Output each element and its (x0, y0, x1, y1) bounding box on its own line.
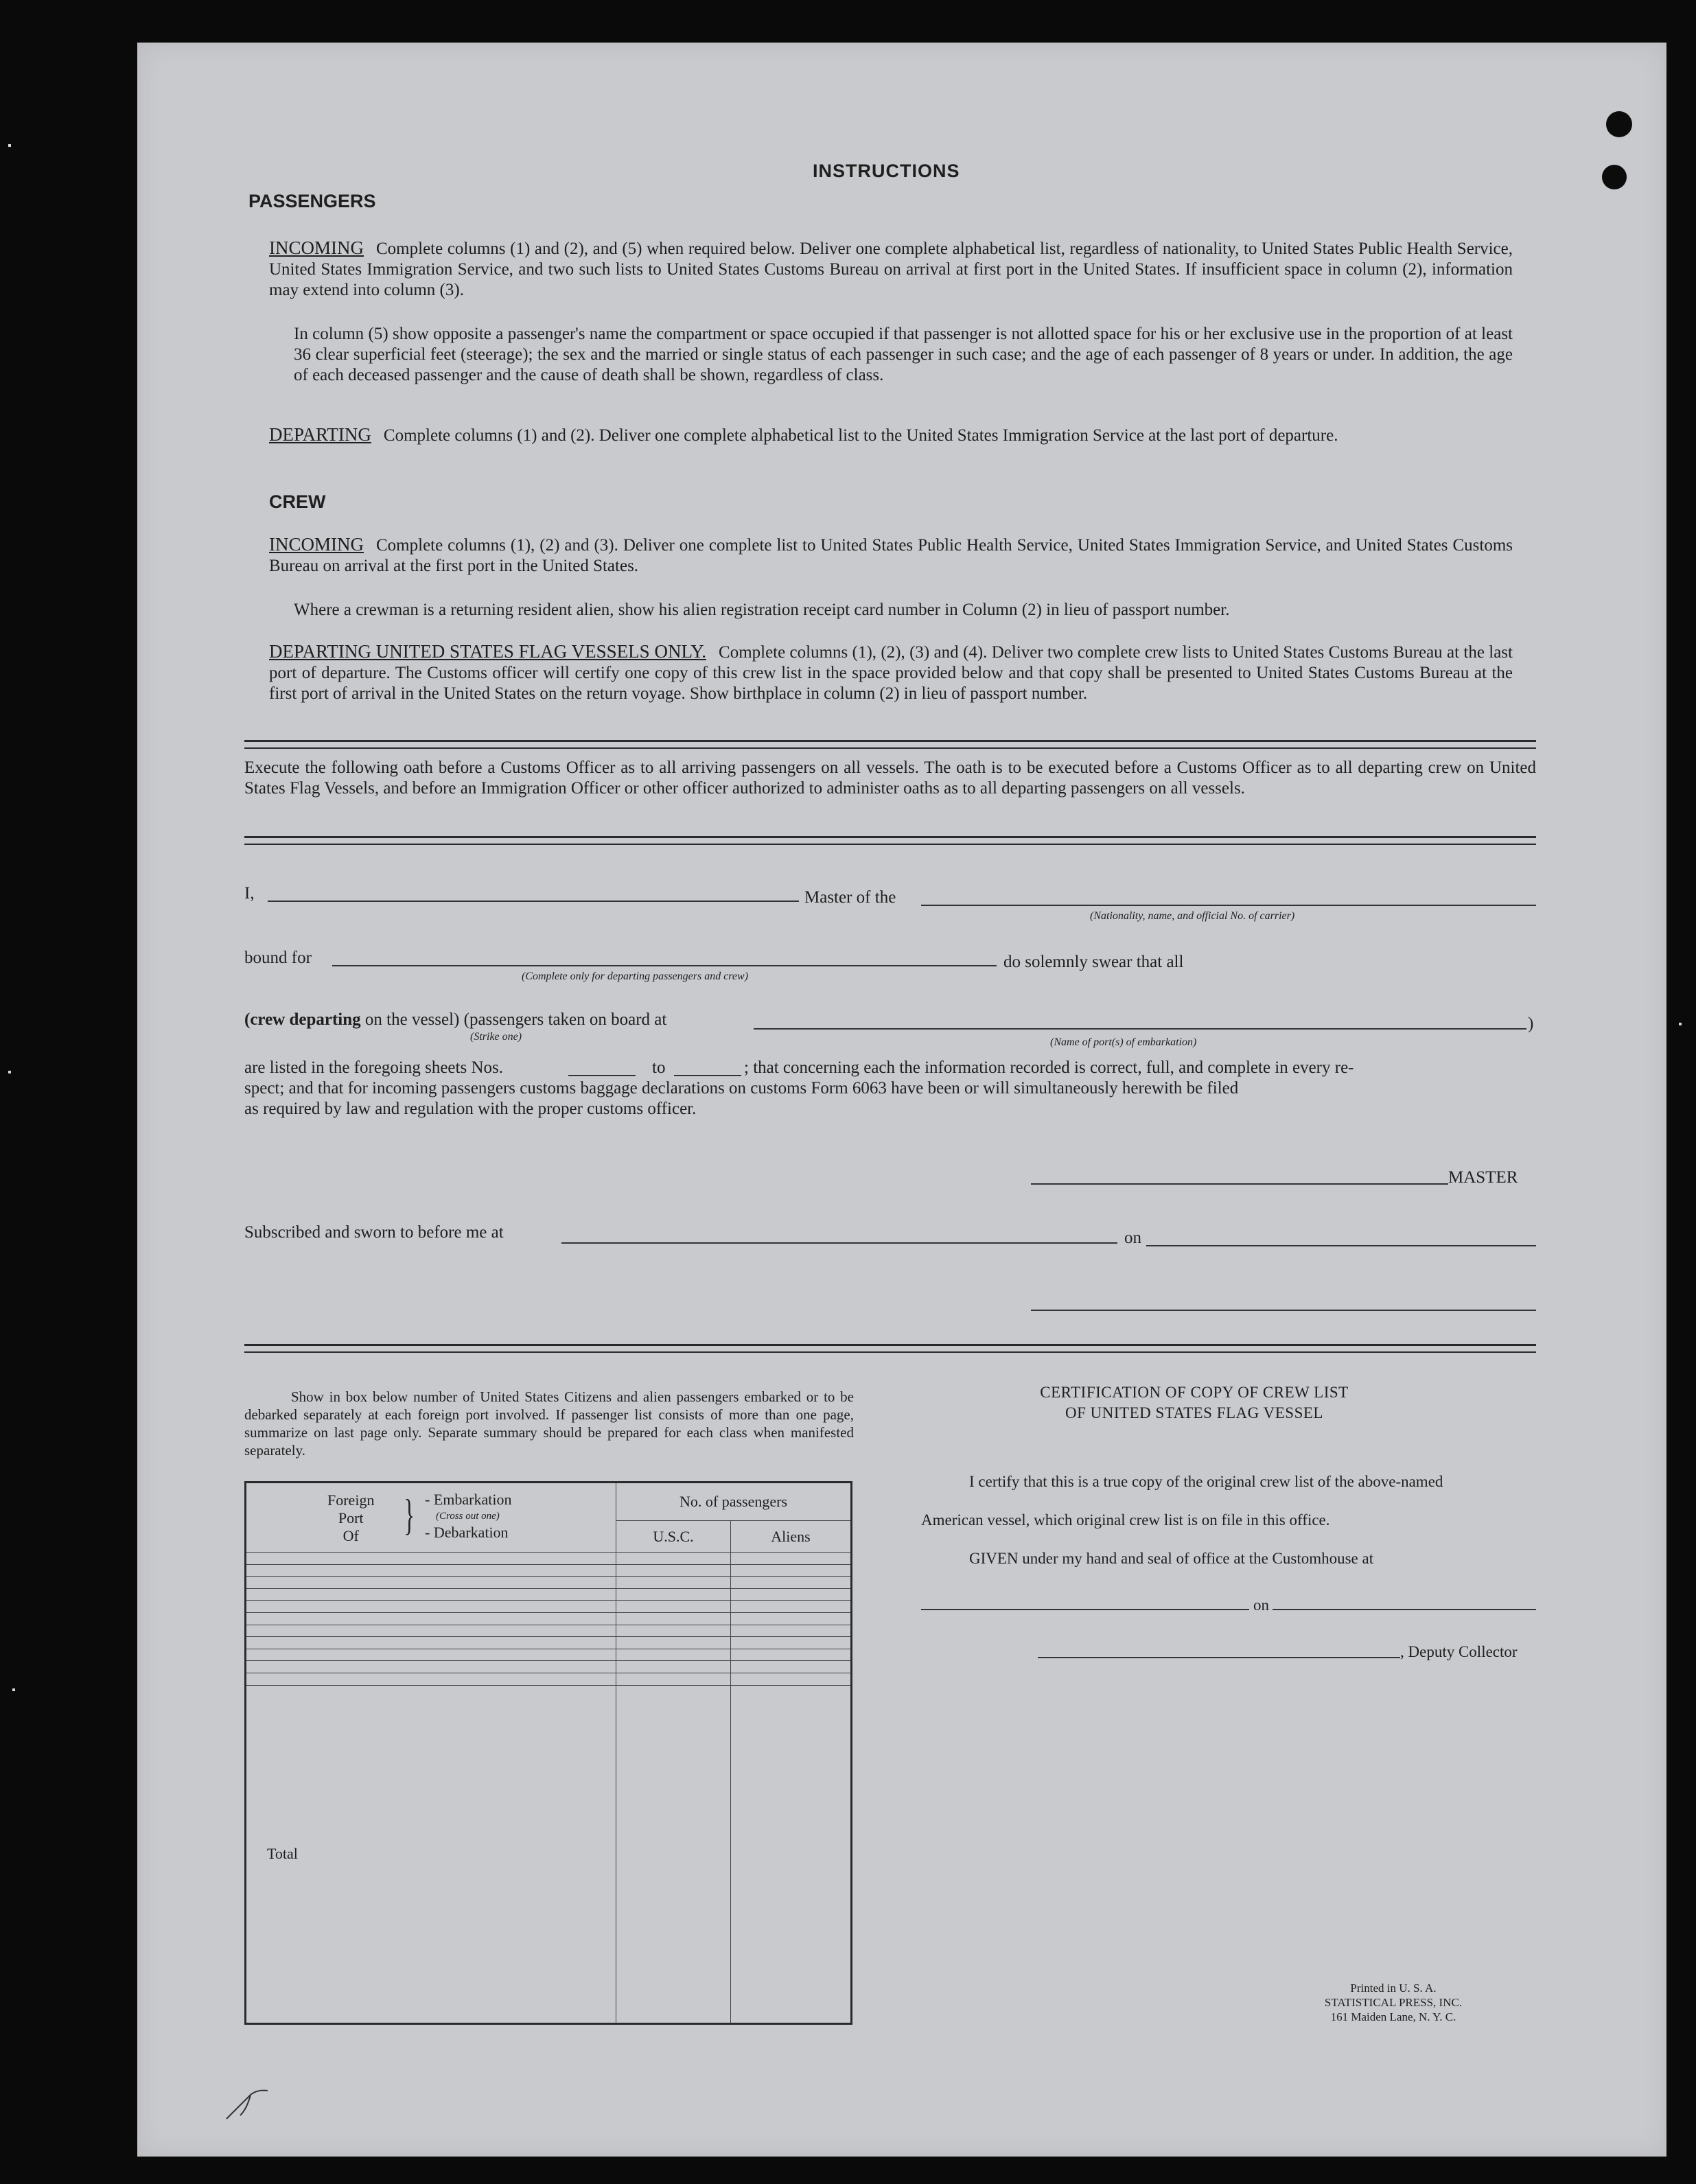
customhouse-line[interactable] (921, 1609, 1249, 1610)
passengers-column5-paragraph: In column (5) show opposite a passenger's name the compartment or space occupied if that passenger is not allotted space for his or her exclusive use in the proportion of at least 36 clear superficial feet (steerage); the sex and the married or single status of each passenger in such case; and the age of each passenger of 8 years or under. In addition, the age of each deceased passenger and the cause of death shall be shown, regardless of class. (294, 325, 1513, 384)
crew-departing-paragraph (269, 641, 1513, 704)
aliens-cell[interactable] (731, 1673, 852, 1686)
port-cell[interactable] (246, 1601, 616, 1613)
listed-in-label: are listed in the foregoing sheets Nos. (244, 1058, 503, 1077)
on-the-vessel-text: on the vessel) (364, 1010, 460, 1029)
table-row (246, 1637, 852, 1649)
crew-departing-text: Complete columns (1), (2), (3) and (4). Deliver two complete crew lists to United States Customs Bureau at the last port of departure. The Customs officer will certify one copy of this crew list in the space provided below and that copy shall be presented to United States Customs Bureau at the first port of arrival in the United States on the return voyage. Show birthplace in column (2) in lieu of passport number. (269, 643, 1513, 703)
divider-2 (244, 836, 1536, 845)
form-page (137, 43, 1666, 2157)
port-header-cell (246, 1483, 616, 1553)
brace-icon: } (404, 1490, 415, 1539)
port-cell[interactable] (246, 1625, 616, 1637)
given-line: GIVEN under my hand and seal of office at the Customhouse at (969, 1550, 1374, 1567)
table-row (246, 1588, 852, 1601)
passengers-taken-text: (passengers taken on board at (463, 1010, 667, 1029)
usc-header: U.S.C. (616, 1521, 731, 1553)
ports-hint: (Name of port(s) of embarkation) (1050, 1036, 1197, 1048)
divider-1 (244, 740, 1536, 749)
port-cell[interactable] (246, 1553, 616, 1565)
certify-line-2: American vessel, which original crew list is on file in this office. (921, 1511, 1330, 1529)
speck (8, 144, 11, 147)
certification-title-line-2: OF UNITED STATES FLAG VESSEL (1065, 1404, 1323, 1421)
passengers-incoming-paragraph (269, 237, 1513, 301)
aliens-cell[interactable] (731, 1637, 852, 1649)
aliens-cell[interactable] (731, 1553, 852, 1565)
printer-line-3: 161 Maiden Lane, N. Y. C. (1330, 2010, 1456, 2023)
strike-one-hint: (Strike one) (470, 1031, 522, 1043)
sworn-on-label: on (1124, 1229, 1141, 1247)
usc-cell[interactable] (616, 1661, 731, 1673)
of-word: Of (342, 1527, 359, 1544)
debarkation-label[interactable]: - Debarkation (425, 1524, 509, 1541)
port-cell[interactable] (246, 1649, 616, 1661)
aliens-cell[interactable] (731, 1649, 852, 1661)
usc-cell[interactable] (616, 1553, 731, 1565)
table-row (246, 1625, 852, 1637)
instructions-title: INSTRUCTIONS (813, 161, 960, 181)
oath-concerning-text: ; that concerning each the information recorded is correct, full, and complete in every re- (744, 1058, 1354, 1077)
sheet-to-line[interactable] (674, 1075, 741, 1076)
table-row (246, 1553, 852, 1565)
aliens-header: Aliens (731, 1521, 852, 1553)
swear-label: do solemnly swear that all (1003, 953, 1184, 971)
total-label: Total (246, 1685, 616, 2023)
punch-hole-icon (1606, 111, 1632, 137)
printer-line-1: Printed in U. S. A. (1350, 1982, 1437, 1995)
total-aliens-cell[interactable] (731, 1685, 852, 2023)
crew-incoming-text: Complete columns (1), (2) and (3). Deliver one complete list to United States Public Health Service, United States Immigration Service, and United States Customs Bureau on arrival at the first port in the United States. (269, 536, 1513, 575)
aliens-cell[interactable] (731, 1613, 852, 1625)
usc-cell[interactable] (616, 1625, 731, 1637)
speck (1679, 1023, 1682, 1025)
table-row (246, 1613, 852, 1625)
sheet-from-line[interactable] (568, 1075, 636, 1076)
usc-cell[interactable] (616, 1564, 731, 1577)
deputy-collector-label: , Deputy Collector (1400, 1643, 1518, 1660)
printer-imprint (1304, 1981, 1483, 2024)
bound-for-line[interactable] (332, 965, 997, 966)
usc-cell[interactable] (616, 1637, 731, 1649)
cert-on-label: on (1253, 1596, 1269, 1614)
usc-cell[interactable] (616, 1577, 731, 1589)
table-row (246, 1564, 852, 1577)
no-of-passengers-header: No. of passengers (616, 1483, 852, 1521)
total-usc-cell[interactable] (616, 1685, 731, 2023)
crew-incoming-label: INCOMING (269, 534, 364, 555)
foreign-word: Foreign (327, 1491, 375, 1509)
sworn-place-line[interactable] (561, 1242, 1117, 1244)
passenger-summary-table (244, 1481, 852, 2025)
port-cell[interactable] (246, 1577, 616, 1589)
crew-heading: CREW (269, 491, 326, 512)
aliens-cell[interactable] (731, 1577, 852, 1589)
port-word: Port (338, 1509, 364, 1526)
punch-hole-icon (1602, 165, 1627, 189)
table-row (246, 1601, 852, 1613)
summary-note: Show in box below number of United States Citizens and alien passengers embarked or to be debarked separately at each foreign port involved. If passenger list consists of more than one page, summarize on last page only. Separate summary should be prepared for each class when manifested separately. (244, 1389, 854, 1459)
crew-resident-alien-paragraph: Where a crewman is a returning resident alien, show his alien registration receipt card number in Column (2) in lieu of passport number. (294, 601, 1230, 619)
foreign-port-of (327, 1491, 374, 1545)
crew-departing-text: (crew departing (244, 1010, 361, 1029)
port-cell[interactable] (246, 1564, 616, 1577)
pencil-mark-icon (220, 2081, 281, 2129)
aliens-cell[interactable] (731, 1588, 852, 1601)
sworn-date-line[interactable] (1146, 1245, 1536, 1246)
carrier-line[interactable] (921, 905, 1536, 906)
passengers-incoming-text: Complete columns (1) and (2), and (5) when required below. Deliver one complete alphabetical list, regardless of nationality, to United States Public Health Service, United States Immigration Service, and two such lists to United States Customs Bureau on arrival at first port in the United States. If insufficient space in column (2), information may extend into column (3). (269, 240, 1513, 299)
speck (12, 1688, 15, 1691)
port-cell[interactable] (246, 1588, 616, 1601)
usc-cell[interactable] (616, 1588, 731, 1601)
aliens-cell[interactable] (731, 1601, 852, 1613)
crew-incoming-paragraph (269, 534, 1513, 577)
carrier-hint: (Nationality, name, and official No. of carrier) (1090, 910, 1295, 922)
usc-cell[interactable] (616, 1673, 731, 1686)
usc-cell[interactable] (616, 1601, 731, 1613)
divider-3 (244, 1344, 1536, 1353)
to-label: to (652, 1058, 666, 1077)
passengers-departing-paragraph (269, 424, 1513, 446)
passengers-departing-text: Complete columns (1) and (2). Deliver one complete alphabetical list to the United States Immigration Service at the last port of departure. (383, 426, 1338, 445)
passengers-incoming-label: INCOMING (269, 237, 364, 258)
port-cell[interactable] (246, 1673, 616, 1686)
close-paren: ) (1528, 1014, 1534, 1033)
passengers-heading: PASSENGERS (248, 191, 376, 211)
certification-title (1030, 1382, 1359, 1424)
embarkation-label[interactable]: - Embarkation (425, 1491, 512, 1508)
oath-line-3: as required by law and regulation with the proper customs officer. (244, 1100, 697, 1118)
crew-departing-label: DEPARTING UNITED STATES FLAG VESSELS ONLY. (269, 641, 707, 662)
master-of-the-label: Master of the (804, 888, 896, 907)
aliens-cell[interactable] (731, 1661, 852, 1673)
aliens-cell[interactable] (731, 1625, 852, 1637)
officer-signature-line[interactable] (1031, 1310, 1536, 1311)
printer-line-2: STATISTICAL PRESS, INC. (1324, 1996, 1463, 2009)
table-row (246, 1661, 852, 1673)
deputy-signature-line[interactable] (1038, 1657, 1400, 1658)
total-row (246, 1685, 852, 2023)
port-cell[interactable] (246, 1637, 616, 1649)
embarkation-port-line[interactable] (754, 1028, 1526, 1030)
passengers-departing-label: DEPARTING (269, 424, 371, 445)
table-row (246, 1673, 852, 1686)
bound-hint: (Complete only for departing passengers and crew) (522, 971, 749, 982)
cross-out-hint: (Cross out one) (436, 1511, 500, 1522)
master-label: MASTER (1448, 1168, 1518, 1187)
oath-instructions: Execute the following oath before a Customs Officer as to all arriving passengers on all vessels. The oath is to be executed before a Customs Officer as to all departing crew on United States Flag Vessels, and before an Immigration Officer or other officer authorized to administer oaths as to all departing passengers on all vessels. (244, 758, 1536, 798)
speck (8, 1071, 11, 1073)
crew-departing-option (244, 1010, 666, 1030)
port-cell[interactable] (246, 1661, 616, 1673)
master-name-line[interactable] (268, 901, 799, 902)
certification-title-line-1: CERTIFICATION OF COPY OF CREW LIST (1040, 1384, 1349, 1401)
oath-i-label: I, (244, 884, 255, 903)
usc-cell[interactable] (616, 1613, 731, 1625)
oath-line-2: spect; and that for incoming passengers customs baggage declarations on customs Form 6063 have been or will simultaneously herewith be filed (244, 1079, 1239, 1097)
bound-for-label: bound for (244, 949, 312, 967)
aliens-cell[interactable] (731, 1564, 852, 1577)
table-row (246, 1649, 852, 1661)
cert-date-line[interactable] (1273, 1609, 1536, 1610)
usc-cell[interactable] (616, 1649, 731, 1661)
port-cell[interactable] (246, 1613, 616, 1625)
certify-line-1: I certify that this is a true copy of the original crew list of the above-named (969, 1473, 1443, 1490)
table-row (246, 1577, 852, 1589)
embark-debark-choice (425, 1491, 511, 1541)
master-signature-line[interactable] (1031, 1183, 1448, 1185)
subscribed-label: Subscribed and sworn to before me at (244, 1223, 504, 1242)
